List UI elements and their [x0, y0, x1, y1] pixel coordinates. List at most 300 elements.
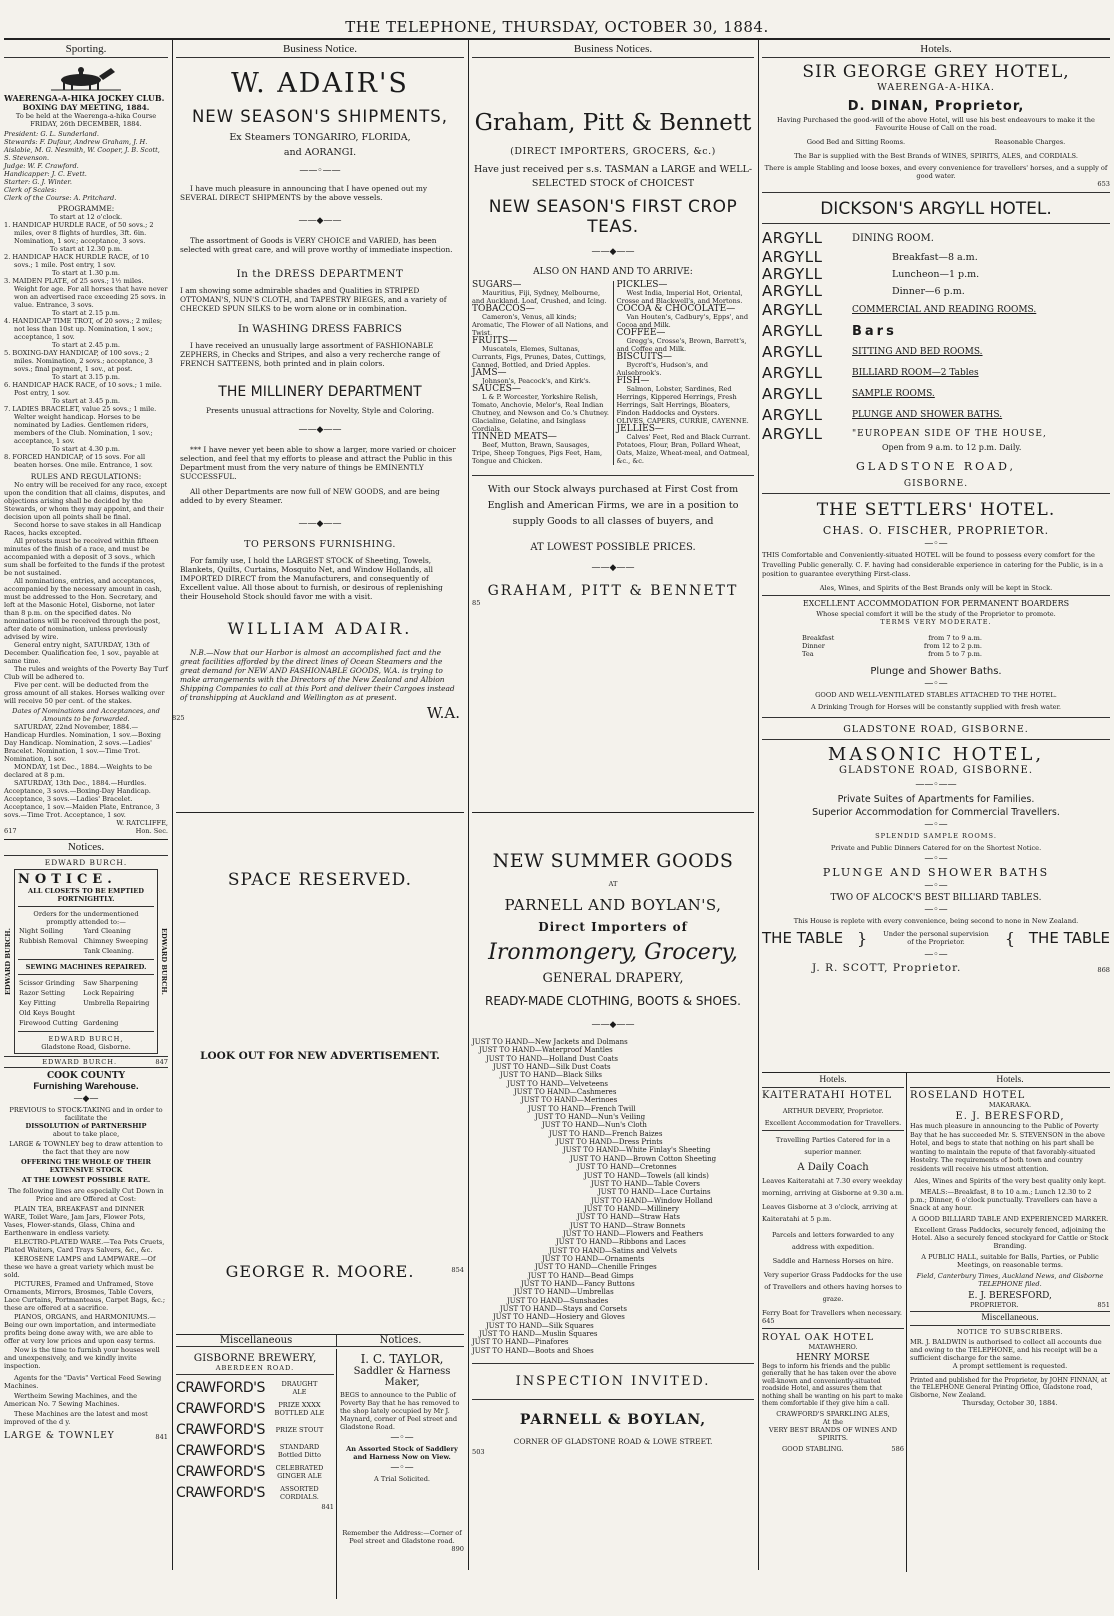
list-item: JUST TO HAND—Holland Dust Coats	[486, 1054, 619, 1063]
grey-text: Good Bed and Sitting Rooms.	[806, 138, 906, 146]
masonic-text: Private Suites of Apartments for Families.	[837, 793, 1035, 805]
rule-item: Second horse to save stakes in all Handicap Races, hacks excepted.	[4, 521, 162, 537]
adair-title: NEW SEASON'S SHIPMENTS,	[191, 107, 449, 126]
stock-item	[472, 305, 610, 337]
list-item: JUST TO HAND—Brown Cotton Sheeting	[570, 1154, 717, 1163]
gpb-stock-lists	[472, 281, 754, 465]
gpb-also: ALSO ON HAND AND TO ARRIVE:	[533, 267, 693, 277]
burch-footer-name: EDWARD BURCH.	[42, 1058, 118, 1066]
divider	[176, 812, 464, 813]
race-start: To start at 2.15 p.m.	[52, 309, 120, 317]
grey-rooms	[762, 138, 1110, 146]
royal-oak-ad	[762, 1332, 904, 1453]
roseland-footer	[910, 1301, 1110, 1309]
argyll-word: ARGYLL	[762, 343, 823, 361]
cook-text: OFFERING THE WHOLE OF THEIR EXTENSIVE STOCK	[21, 1158, 151, 1174]
burch-machines: SEWING MACHINES REPAIRED.	[25, 963, 147, 971]
jockey-signature: W. RATCLIFFE,	[116, 819, 168, 827]
burch-signature: EDWARD BURCH,	[48, 1035, 124, 1043]
masonic-text: SPLENDID SAMPLE ROOMS.	[875, 831, 997, 840]
list-item: JUST TO HAND—Hosiery and Gloves	[493, 1313, 625, 1322]
settlers-meals	[802, 634, 982, 658]
service: Gardening	[83, 1019, 119, 1027]
settlers-text: THIS Comfortable and Conveniently-situated HOTEL will be found to possess every comfort for the Travelling Public generally. C. F. having had considerable experience in catering for the Public, is in a position to guarantee everything First-class.	[762, 551, 1104, 578]
stock-text: Johnson's, Peacock's, and Kirk's.	[482, 377, 591, 385]
brewery-brand: CRAWFORD'S	[176, 1442, 265, 1459]
adair-wash-title: In WASHING DRESS FABRICS	[238, 323, 402, 335]
oak-text: VERY BEST BRANDS OF WINES AND SPIRITS.	[768, 1426, 898, 1443]
bottom-hotels-left	[762, 1074, 904, 1453]
roseland-text: A GOOD BILLIARD TABLE AND EXPERIENCED MARKER.	[911, 1214, 1109, 1223]
race-start: To start at 2.45 p.m.	[52, 341, 120, 349]
ad-ref: 890	[451, 1545, 464, 1553]
list-item: JUST TO HAND—Lace Curtains	[598, 1188, 711, 1197]
roseland-name: ROSELAND HOTEL	[910, 1090, 1026, 1101]
brewery-row	[176, 1482, 334, 1503]
argyll-word: ARGYLL	[762, 385, 823, 403]
gpb-text: AT LOWEST POSSIBLE PRICES.	[530, 542, 696, 553]
list-item: JUST TO HAND—Ornaments	[542, 1254, 645, 1263]
brewery-brand: CRAWFORD'S	[176, 1484, 265, 1501]
roseland-signature-title: PROPRIETOR.	[970, 1300, 1019, 1309]
argyll-word: ARGYLL	[762, 322, 823, 340]
programme-title: PROGRAMME:	[57, 204, 115, 213]
brewery-list	[176, 1377, 334, 1503]
table-row	[18, 936, 154, 946]
list-item: JUST TO HAND—Merinoes	[521, 1096, 618, 1105]
list-item: JUST TO HAND—Umbrellas	[514, 1288, 614, 1297]
stock-text: Salmon, Lobster, Sardines, Red Herrings, Kippered Herrings, Fresh Herrings, Salt Herrings, Bloaters, Findon Haddocks and Oysters.	[616, 385, 737, 417]
cook-text: PREVIOUS to STOCK-TAKING and in order to facilitate the	[9, 1106, 163, 1122]
table-row	[18, 998, 154, 1008]
meal-row	[802, 642, 982, 650]
kaiteratahi-text: Travelling Parties Catered for in a superior manner.	[775, 1136, 891, 1156]
cook-text: LARGE & TOWNLEY beg to draw attention to the fact that they are now	[9, 1140, 163, 1156]
masonic-proprietor: J. R. SCOTT, Proprietor.	[812, 961, 962, 974]
subscribers-title: NOTICE TO SUBSCRIBERS.	[956, 1327, 1064, 1336]
argyll-line: SAMPLE ROOMS.	[852, 389, 935, 399]
roseland-text: Ales, Wines and Spirits of the very best quality only kept.	[914, 1176, 1106, 1185]
argyll-word: ARGYLL	[762, 248, 823, 266]
race-item: 6. HANDICAP HACK RACE, of 10 sovs.; 1 mile. Post entry, 1 sov.	[4, 381, 162, 397]
adair-ex2: and AORANGI.	[283, 147, 357, 158]
section-header: Business Notice.	[176, 42, 464, 58]
column-rule	[172, 40, 173, 1570]
service: Scissor Grinding	[19, 979, 75, 987]
parnell-arrivals-list	[472, 1038, 754, 1355]
meal-time: from 7 to 9 a.m.	[928, 633, 982, 642]
ad-ref: 503	[472, 1448, 485, 1457]
kaiteratahi-text: Saddle and Harness Horses on hire.	[772, 1257, 894, 1265]
section-header: Notices.	[379, 1335, 422, 1346]
argyll-line: Dinner—6 p.m.	[892, 286, 965, 297]
table-row	[18, 926, 154, 936]
stock-heading: SAUCES—	[472, 384, 521, 394]
list-item: JUST TO HAND—New Jackets and Dolmans	[472, 1038, 628, 1046]
stock-text: Gregg's, Crosse's, Brown, Barrett's, and Coffee and Milk.	[616, 337, 747, 353]
stock-item	[472, 281, 610, 305]
ad-ref: 586	[891, 1445, 904, 1454]
masonic-under: Under the personal supervision of the Proprietor.	[883, 930, 989, 946]
ad-ref: 841	[155, 1433, 168, 1441]
ad-ref: 847	[155, 1058, 168, 1066]
imprint-date: Thursday, October 30, 1884.	[962, 1399, 1058, 1408]
brewery-subtitle: ABERDEEN ROAD.	[215, 1364, 295, 1372]
taylor-trade: Saddler & Harness Maker,	[353, 1366, 451, 1388]
list-item: JUST TO HAND—Waterproof Mantles	[479, 1046, 613, 1055]
stock-heading: COFFEE—	[616, 328, 666, 338]
stock-heading: FISH—	[616, 376, 650, 386]
settlers-text: Ales, Wines, and Spirits of the Best Brands only will be kept in Stock.	[819, 583, 1053, 592]
column-rule	[336, 1349, 337, 1599]
burch-address: Gladstone Road, Gisborne.	[41, 1043, 131, 1051]
list-item: JUST TO HAND—Boots and Shoes	[472, 1346, 594, 1355]
argyll-hotel-ad	[762, 199, 1110, 489]
burch-closets: ALL CLOSETS TO BE EMPTIED FORTNIGHTLY.	[28, 887, 144, 903]
moore-look-out: LOOK OUT FOR NEW ADVERTISEMENT.	[200, 1050, 440, 1062]
service: Key Fitting	[19, 999, 57, 1007]
column-business-notice	[172, 42, 464, 1572]
ad-ref: 868	[1097, 965, 1110, 974]
adair-text: For family use, I hold the LARGEST STOCK of Sheeting, Towels, Blankets, Quilts, Curtains, Mosquito Net, and Window Hollands, all IMPORTED DIRECT from the Manufacturers, and consequently of Excellent value. All those about to furnish, or desirous of replenishing their Household Stock should favor me with a visit.	[180, 556, 443, 601]
official: Stewards: F. Dufaur, Andrew Graham, J. H. Aislabie, M. G. Nesmith, W. Cooper, J. B. Scott, S. Stevenson.	[4, 138, 160, 162]
column-business-notices	[472, 42, 754, 1572]
adair-text: All other Departments are now full of NEW GOODS, and are being added to by every Steamer.	[180, 487, 440, 505]
argyll-word: ARGYLL	[762, 406, 823, 424]
date-item: SATURDAY, 22nd November, 1884.—Handicap Hurdles. Nomination, 1 sov.—Boxing Day Handicap. Nomination, 2 sovs.—Ladies' Bracelet. Nomination, 1 sov.—Time Trot. Nomination, 1 sov.	[4, 723, 161, 763]
argyll-line: SITTING AND BED ROOMS.	[852, 347, 983, 357]
list-item: JUST TO HAND—Fancy Buttons	[521, 1279, 635, 1288]
masthead-rule	[4, 38, 1110, 40]
burch-side-left: EDWARD BURCH.	[4, 928, 12, 995]
kaiteratahi-text: Excellent Accommodation for Travellers.	[764, 1119, 902, 1127]
product-line: ALE	[292, 1387, 307, 1396]
list-item: JUST TO HAND—Chenille Fringes	[535, 1263, 657, 1272]
cook-text: Now is the time to furnish your houses well and unexpensively, and we kindly invite inspection.	[4, 1346, 160, 1370]
settlers-text: A Drinking Trough for Horses will be constantly supplied with fresh water.	[810, 702, 1062, 711]
column-hotels	[762, 42, 1110, 1572]
column-sporting	[4, 42, 168, 1572]
table-row	[18, 946, 154, 956]
adair-signature: WILLIAM ADAIR.	[227, 619, 413, 638]
list-item: JUST TO HAND—Millinery	[584, 1204, 679, 1213]
adair-furnishing-title: TO PERSONS FURNISHING.	[244, 539, 396, 550]
service: Umbrella Repairing	[83, 999, 150, 1007]
burch-body	[4, 869, 168, 1054]
brewery-title: GISBORNE BREWERY,	[193, 1352, 317, 1364]
stock-text: L & P. Worcester, Yorkshire Relish, Tomato, Anchovie, Melor's, Real Indian Chutney, and Newson and Co.'s Chutney.	[472, 393, 609, 417]
list-item: PIANOS, ORGANS, and HARMONIUMS.—Being our own importation, and intermediate profits being done away with, we are able to offer at very low prices and upon easy terms.	[4, 1313, 156, 1345]
stock-heading: COCOA & CHOCOLATE—	[616, 304, 736, 314]
adair-text: I have much pleasure in announcing that I have opened out my SEVERAL DIRECT SHIPMENTS by the above vessels.	[180, 184, 428, 202]
dates-list	[4, 723, 168, 819]
official: President: G. L. Sunderland.	[4, 130, 100, 138]
stock-text: Beef, Mutton, Brawn, Sausages, Tripe, Sheep Tongues, Pigs Feet, Ham, Tongue and Chicken.	[472, 441, 603, 465]
moore-name: GEORGE R. MOORE.	[225, 1262, 415, 1281]
parnell-name: PARNELL AND BOYLAN'S,	[504, 896, 722, 914]
race-item: 2. HANDICAP HACK HURDLE RACE, of 10 sovs.; 1 mile. Post entry, 1 sov.	[4, 253, 149, 269]
section-header: Miscellaneous	[176, 1335, 337, 1346]
burch-ad	[4, 858, 168, 1068]
meal-row	[802, 650, 982, 658]
date-item: MONDAY, 1st Dec., 1884.—Weights to be declared at 8 p.m.	[4, 763, 153, 779]
list-item: JUST TO HAND—French Baizes	[549, 1129, 663, 1138]
parnell-signature: PARNELL & BOYLAN,	[519, 1412, 707, 1429]
stock-heading: SUGARS—	[472, 280, 522, 290]
rule-item: All protests must be received within fifteen minutes of the finish of a race, and must be accompanied with a deposit of 3 sovs., which sum shall be forfeited to the funds if the protest be not sustained.	[4, 537, 165, 577]
list-item: JUST TO HAND—Stays and Corsets	[500, 1305, 627, 1313]
argyll-line: BILLIARD ROOM—2 Tables	[852, 368, 979, 378]
grey-proprietor: D. DINAN, Proprietor,	[847, 99, 1025, 114]
adair-text: I have received an unusually large assortment of FASHIONABLE ZEPHERS, in Checks and Stripes, and also a very recherche range of FRENCH SATTEENS, both printed and in plain colors.	[180, 341, 440, 368]
stock-heading: JAMS—	[472, 368, 507, 378]
product-line: CORDIALS.	[280, 1492, 319, 1501]
section-header: Hotels.	[762, 1074, 904, 1088]
stock-text: Mauritius, Fiji, Sydney, Melbourne, and Auckland. Loaf, Crushed, and Icing.	[472, 289, 607, 305]
cook-text: Wertheim Sewing Machines, and the American No. 7 Sewing Machines.	[4, 1392, 138, 1408]
section-header: Miscellaneous.	[910, 1311, 1110, 1326]
stock-item	[472, 433, 610, 465]
brewery-row	[176, 1377, 334, 1398]
masonic-name: MASONIC HOTEL,	[827, 743, 1045, 765]
parnell-ready: READY-MADE CLOTHING, BOOTS & SHOES.	[485, 994, 741, 1008]
oak-text: GOOD STABLING.	[782, 1445, 844, 1454]
brewery-brand: CRAWFORD'S	[176, 1421, 265, 1438]
argyll-name: DICKSON'S ARGYLL HOTEL.	[820, 199, 1052, 219]
stock-item	[472, 337, 610, 369]
masonic-text: TWO OF ALCOCK'S BEST BILLIARD TABLES.	[830, 892, 1042, 903]
kaiteratahi-text: Very superior Grass Paddocks for the use of Travellers and others having horses to graze.	[763, 1271, 903, 1303]
stock-text: Bycroft's, Hudson's, and Aulsebrook's.	[616, 361, 708, 377]
gpb-subtitle: (DIRECT IMPORTERS, GROCERS, &c.)	[510, 146, 716, 157]
oak-text: CRAWFORD'S SPARKLING ALES,	[776, 1410, 890, 1419]
brewery-row	[176, 1440, 334, 1461]
settlers-text: Whose special comfort it will be the study of the Proprietor to promote.	[816, 609, 1056, 618]
jockey-club-title: WAERENGA-A-HIKA JOCKEY CLUB.	[4, 93, 165, 103]
grey-place: WAERENGA-A-HIKA.	[877, 82, 995, 93]
race-item: 3. MAIDEN PLATE, of 25 sovs.; 1½ miles. Weight for age. For all horses that have never won an advertised race exceeding 25 sovs. in value. Entrance, 3 sovs.	[4, 277, 168, 309]
masonic-text: Superior Accommodation for Commercial Travellers.	[812, 806, 1060, 818]
ad-ref: 854	[451, 1266, 464, 1274]
argyll-line: Bars	[852, 324, 897, 339]
masonic-table-left: THE TABLE	[762, 929, 844, 947]
separator: —◆—	[73, 1094, 99, 1104]
kaiteratahi-text: Parcels and letters forwarded to any address with expedition.	[771, 1231, 895, 1251]
gpb-signature: GRAHAM, PITT & BENNETT	[487, 583, 739, 599]
masonic-text: Private and Public Dinners Catered for on the Shortest Notice.	[830, 843, 1042, 852]
kaiteratahi-ad	[762, 1090, 904, 1325]
cook-text: about to take place,	[52, 1130, 120, 1138]
list-item: JUST TO HAND—Black Silks	[500, 1071, 602, 1080]
ad-ref: 645	[762, 1317, 775, 1325]
brewery-row	[176, 1461, 334, 1482]
list-item: KEROSENE LAMPS and LAMPWARE.—Of these we have a great variety which must be sold.	[4, 1255, 156, 1279]
stock-item	[617, 353, 755, 377]
brewery-product	[265, 1380, 334, 1396]
burch-repairs-table	[18, 978, 154, 1028]
stock-text: Potatoes, Flour, Bran, Pollard Wheat, Oats, Maize, Wheat-meal, and Oatmeal, &c., &c.	[616, 441, 750, 465]
section-header: Hotels.	[762, 42, 1110, 58]
list-item: JUST TO HAND—Velveteens	[507, 1079, 609, 1088]
list-item: JUST TO HAND—Nun's Veiling	[535, 1113, 646, 1122]
ad-ref: 825	[172, 714, 185, 722]
service: Lock Repairing	[83, 989, 135, 997]
argyll-line: DINING ROOM.	[852, 233, 934, 244]
rule-item: All nominations, entries, and acceptances, accompanied by the necessary amount in cash, must be addressed to the Hon. Secretary, and left at the Masonic Hotel, Gisborne, not later than 8 p.m. on the specified dates. No nominations will be received through the post, after date of nomination, unless previously advised by wire.	[4, 577, 162, 641]
product-line: PRIZE STOUT	[275, 1425, 324, 1434]
brewery-ad	[176, 1352, 334, 1511]
rule-item: No entry will be received for any race, except upon the condition that all claims, disputes, and objections arising shall be decided by the Stewards, or whom they may appoint, and their decision upon all points shall be final.	[4, 481, 168, 521]
roseland-text: MEALS:—Breakfast, 8 to 10 a.m.; Lunch 12.30 to 2 p.m.; Dinner, 6 o'clock punctually. Travellers can have a Snack at any hour.	[910, 1187, 1098, 1212]
brewery-brand: CRAWFORD'S	[176, 1400, 265, 1417]
table-row	[18, 988, 154, 998]
parnell-title: NEW SUMMER GOODS	[492, 850, 734, 872]
product-line: GINGER ALE	[277, 1471, 322, 1480]
stock-item	[617, 377, 755, 417]
grey-text: The Bar is supplied with the Best Brands of WINES, SPIRITS, ALES, and CORDIALS.	[794, 152, 1078, 160]
gpb-text: Have just received per s.s. TASMAN a LARGE and WELL-SELECTED STOCK of CHOICEST	[473, 164, 753, 189]
service	[82, 1008, 154, 1018]
service: Razor Setting	[19, 989, 66, 997]
meal-row	[802, 634, 982, 642]
service: Rubbish Removal	[19, 937, 78, 945]
brewery-product	[265, 1443, 334, 1459]
settlers-text: TERMS VERY MODERATE.	[880, 617, 992, 626]
brewery-row	[176, 1419, 334, 1440]
list-item: JUST TO HAND—Sunshades	[507, 1296, 609, 1305]
grey-name: SIR GEORGE GREY HOTEL,	[802, 62, 1070, 82]
race-item: 7. LADIES BRACELET, value 25 sovs.; 1 mile. Welter weight handicap. Horses to be nominated by Ladies. Gentlemen riders, members of the Club. Nomination, 1 sov.; acceptance, 1 sov.	[4, 405, 157, 445]
list-item: JUST TO HAND—Flowers and Feathers	[563, 1229, 704, 1238]
ad-ref: 617	[4, 827, 17, 835]
adair-dress-title: In the DRESS DEPARTMENT	[236, 268, 404, 280]
rules-list	[4, 481, 168, 705]
race-item: 4. HANDICAP TIME TROT, of 20 sovs.; 2 miles; not less than 10st up. Nomination, 1 sov.; acceptance, 1 sov.	[4, 317, 163, 341]
roseland-text: A PUBLIC HALL, suitable for Balls, Parties, or Public Meetings, on reasonable terms.	[921, 1252, 1099, 1269]
argyll-word: ARGYLL	[762, 364, 823, 382]
argyll-line: "EUROPEAN SIDE OF THE HOUSE,	[852, 429, 1047, 439]
adair-text: I am showing some admirable shades and Qualities in STRIPED OTTOMAN'S, NUN'S CLOTH, and TAPESTRY BIEGES, and a variety of CHECKED SPUN SILKS to be worn alone or in combination.	[180, 286, 447, 313]
stock-item	[472, 385, 610, 417]
stock-heading: TINNED MEATS—	[472, 432, 557, 442]
roseland-text: Excellent Grass Paddocks, securely fenced, adjoining the Hotel. Also a securely fenced stockyard for Cattle or Stock Branding.	[911, 1225, 1109, 1250]
roseland-ad	[910, 1090, 1110, 1309]
list-item: JUST TO HAND—Straw Bonnets	[570, 1221, 686, 1230]
parnell-inspection: INSPECTION INVITED.	[515, 1374, 711, 1390]
brewery-row	[176, 1398, 334, 1419]
ad-ref: 841	[321, 1503, 334, 1511]
kaiteratahi-coach: A Daily Coach	[797, 1162, 869, 1173]
list-item: JUST TO HAND—Silk Dust Coats	[493, 1063, 611, 1072]
stock-item	[472, 369, 610, 385]
rule-item: The rules and weights of the Poverty Bay Turf Club will be adhered to.	[4, 665, 168, 681]
moore-ad	[176, 814, 464, 1334]
oak-name: ROYAL OAK HOTEL	[762, 1332, 875, 1343]
settlers-address: GLADSTONE ROAD, GISBORNE.	[843, 723, 1029, 735]
ad-ref: 653	[1097, 180, 1110, 188]
jockey-footer	[4, 827, 168, 835]
rule-item: Five per cent. will be deducted from the gross amount of all stakes. Horses walking over will receive 50 per cent. of the stakes.	[4, 681, 165, 705]
gpb-name: Graham, Pitt & Bennett	[474, 110, 752, 136]
stock-item	[617, 441, 755, 465]
meal-name: Breakfast	[802, 633, 835, 642]
cook-text: DISSOLUTION of PARTNERSHIP	[25, 1122, 147, 1130]
official: Judge: W. F. Crawford.	[4, 162, 79, 170]
gpb-teas: NEW SEASON'S FIRST CROP TEAS.	[488, 197, 738, 237]
argyll-line: Open from 9 a.m. to 12 p.m. Daily.	[882, 443, 1022, 452]
service: Night Soiling	[19, 927, 64, 935]
stock-text: Muscatels, Elemes, Sultanas, Currants, Figs, Prunes, Dates, Cuttings, Canned, Bottled, and Dried Apples.	[472, 345, 607, 369]
moore-space-reserved: SPACE RESERVED.	[227, 870, 413, 890]
burch-name-top: EDWARD BURCH.	[44, 858, 128, 867]
argyll-repeat	[762, 228, 852, 454]
roseland-text: Field, Canterbury Times, Auckland News, and Gisborne TELEPHONE filed.	[916, 1271, 1104, 1288]
brewery-product	[265, 1401, 334, 1417]
programme-start: To start at 12 o'clock.	[49, 213, 123, 221]
settlers-hotel-ad: THE SETTLERS' HOTEL. CHAS. O. FISCHER, PROPRIETOR. —◦— THIS Comfortable and Conveniently-situated HOTEL will be found to possess every comfort for the Travelling Public generally. C. F. having had considerable experience in catering for the Public, is in a position to guarantee everything First-class. Ales, Wines, and Spirits of the Best Brands only will be kept in Stock. EXCELLENT ACCOMMODATION FOR PERMANENT BOARDERS Whose special comfort it will be the study of the Proprietor to promote. TERMS VERY MODERATE. Breakfast from 7 to 9 a.m. Dinner from 12 to 2 p.m. Tea from 5 to 7 p.m. Plunge and Shower Baths. —◦— GOOD AND WELL-VENTILATED STABLES ATTACHED TO THE HOTEL. A Drinking Trough for Horses will be constantly supplied with fresh water. GLADSTONE ROAD, GISBORNE.	[762, 500, 1110, 735]
kaiteratahi-name: KAITERATAHI HOTEL	[762, 1090, 893, 1101]
gpb-right-list	[614, 281, 755, 465]
list-item: JUST TO HAND—Muslin Squares	[479, 1330, 598, 1339]
stock-text: Cameron's, Venus, all kinds; Aromatic, The Flower of all Nations, and Twist.	[472, 313, 609, 337]
section-header: Notices.	[4, 840, 168, 856]
stock-item	[617, 329, 755, 353]
settlers-proprietor: CHAS. O. FISCHER, PROPRIETOR.	[822, 524, 1050, 537]
stock-item	[617, 281, 755, 305]
settlers-text: GOOD AND WELL-VENTILATED STABLES ATTACHED TO THE HOTEL.	[815, 690, 1057, 699]
adair-ad: W. ADAIR'S NEW SEASON'S SHIPMENTS, Ex Steamers TONGARIRO, FLORIDA, and AORANGI. ——◦—— I have much pleasure in announcing that I have opened out my SEVERAL DIRECT SHIPMENTS by the above vessels. ——◆—— The assortment of Goods is VERY CHOICE and VARIED, has been selected with great care, and will prove worthy of immediate inspection. In the DRESS DEPARTMENT I am showing some admirable shades and Qualities in STRIPED OTTOMAN'S, NUN'S CLOTH, and TAPESTRY BIEGES, and a variety of CHECKED SPUN SILKS to be worn alone or in combination. In WASHING DRESS FABRICS I have received an unusually large assortment of FASHIONABLE ZEPHERS, in Checks and Stripes, and also a very recherche range of FRENCH SATTEENS, both printed and in plain colors. THE MILLINERY DEPARTMENT Presents unusual attractions for Novelty, Style and Coloring. ——◆—— *** I have never yet been able to show a larger, more varied or choicer selection, and feel that my efforts to please and attract the Public in this Department must from the very nature of things be EMINENTLY SUCCESSFUL. All other Departments are now full of NEW GOODS, and are being added to by every Steamer. ——◆—— TO PERSONS FURNISHING. For family use, I hold the LARGEST STOCK of Sheeting, Towels, Blankets, Quilts, Curtains, Mosquito Net, and Window Hollands, all IMPORTED DIRECT from the Manufacturers, and consequently of Excellent value. All those about to furnish, or desirous of replenishing their Household Stock should favor me with a visit. WILLIAM ADAIR. N.B.—Now that our Harbor is almost an accomplished fact and the great facilities afforded by the direct lines of Ocean Steamers and the great demand for NEW AND FASHIONABLE GOODS, W.A. is trying to make arrangements with the Directors of the New Zealand and Albion Shipping Companies to call at this Port and deliver their Cargoes instead of transhipping at Auckland and Wellington as at present. 825 W.A.	[172, 68, 460, 722]
list-item: JUST TO HAND—Cretonnes	[577, 1163, 677, 1172]
masonic-baths: PLUNGE AND SHOWER BATHS	[822, 865, 1050, 879]
list-item: JUST TO HAND—Cashmeres	[514, 1088, 617, 1097]
stock-item	[617, 425, 755, 441]
service	[18, 946, 83, 956]
official: Clerk of Scales:	[4, 186, 57, 194]
list-item: JUST TO HAND—Straw Hats	[577, 1213, 680, 1222]
race-start: To start at 3.15 p.m.	[52, 373, 120, 381]
cook-county-ad	[4, 1072, 168, 1441]
adair-ex: Ex Steamers TONGARIRO, FLORIDA,	[229, 132, 411, 143]
ad-ref: 851	[1097, 1300, 1110, 1309]
masonic-table-right: THE TABLE	[1028, 929, 1110, 947]
dates-title: Dates of Nominations and Acceptances, and Amounts to be forwarded.	[12, 707, 160, 723]
stock-heading: TOBACCOS—	[472, 304, 535, 314]
taylor-ad: I. C. TAYLOR, Saddler & Harness Maker, BEGS to announce to the Public of Poverty Bay that he has removed to the shop lately occupied by Mr J. Maynard, corner of Peel street and Gladstone Road. —◦— An Assorted Stock of Saddlery and Harness Now on View. —◦— A Trial Solicited. Remember the Address:—Corner of Peel street and Gladstone road. 890	[340, 1352, 464, 1553]
subscribers-notice	[910, 1328, 1110, 1408]
brewery-brand: CRAWFORD'S	[176, 1379, 265, 1396]
table-row	[18, 1008, 154, 1018]
stock-text: Van Houten's, Cadbury's, Epps', and Cocoa and Milk.	[616, 313, 749, 329]
oak-text: At the	[822, 1418, 844, 1427]
list-item: PICTURES, Framed and Unframed, Stove Ornaments, Mirrors, Brosmes, Table Covers, Lace Curtains, Portmanteaus, Carpet Bags, &c.; these are offered at a sacrifice.	[4, 1280, 166, 1312]
burch-services-table	[18, 926, 154, 956]
argyll-body	[762, 228, 1110, 454]
cook-signature: LARGE & TOWNLEY	[4, 1431, 115, 1441]
stock-text: Glacialine, Gelatine, and Isinglass Cordials.	[472, 417, 586, 433]
product-line: PRIZE XXXX	[278, 1400, 321, 1409]
argyll-line: Luncheon—1 p.m.	[892, 269, 980, 280]
meeting-title: BOXING DAY MEETING, 1884.	[22, 103, 150, 112]
settlers-baths: Plunge and Shower Baths.	[870, 665, 1002, 677]
adair-text: The assortment of Goods is VERY CHOICE and VARIED, has been selected with great care, and will prove worthy of immediate inspection.	[180, 236, 453, 254]
argyll-word: ARGYLL	[762, 301, 823, 319]
kaiteratahi-proprietor: ARTHUR DEVERY, Proprietor.	[782, 1107, 884, 1115]
cook-text: AT THE LOWEST POSSIBLE RATE.	[21, 1176, 151, 1184]
ad-ref: 85	[472, 599, 481, 607]
stock-item	[472, 417, 610, 433]
adair-initials: W.A.	[426, 704, 460, 722]
parnell-address: CORNER OF GLADSTONE ROAD & LOWE STREET.	[513, 1437, 713, 1447]
